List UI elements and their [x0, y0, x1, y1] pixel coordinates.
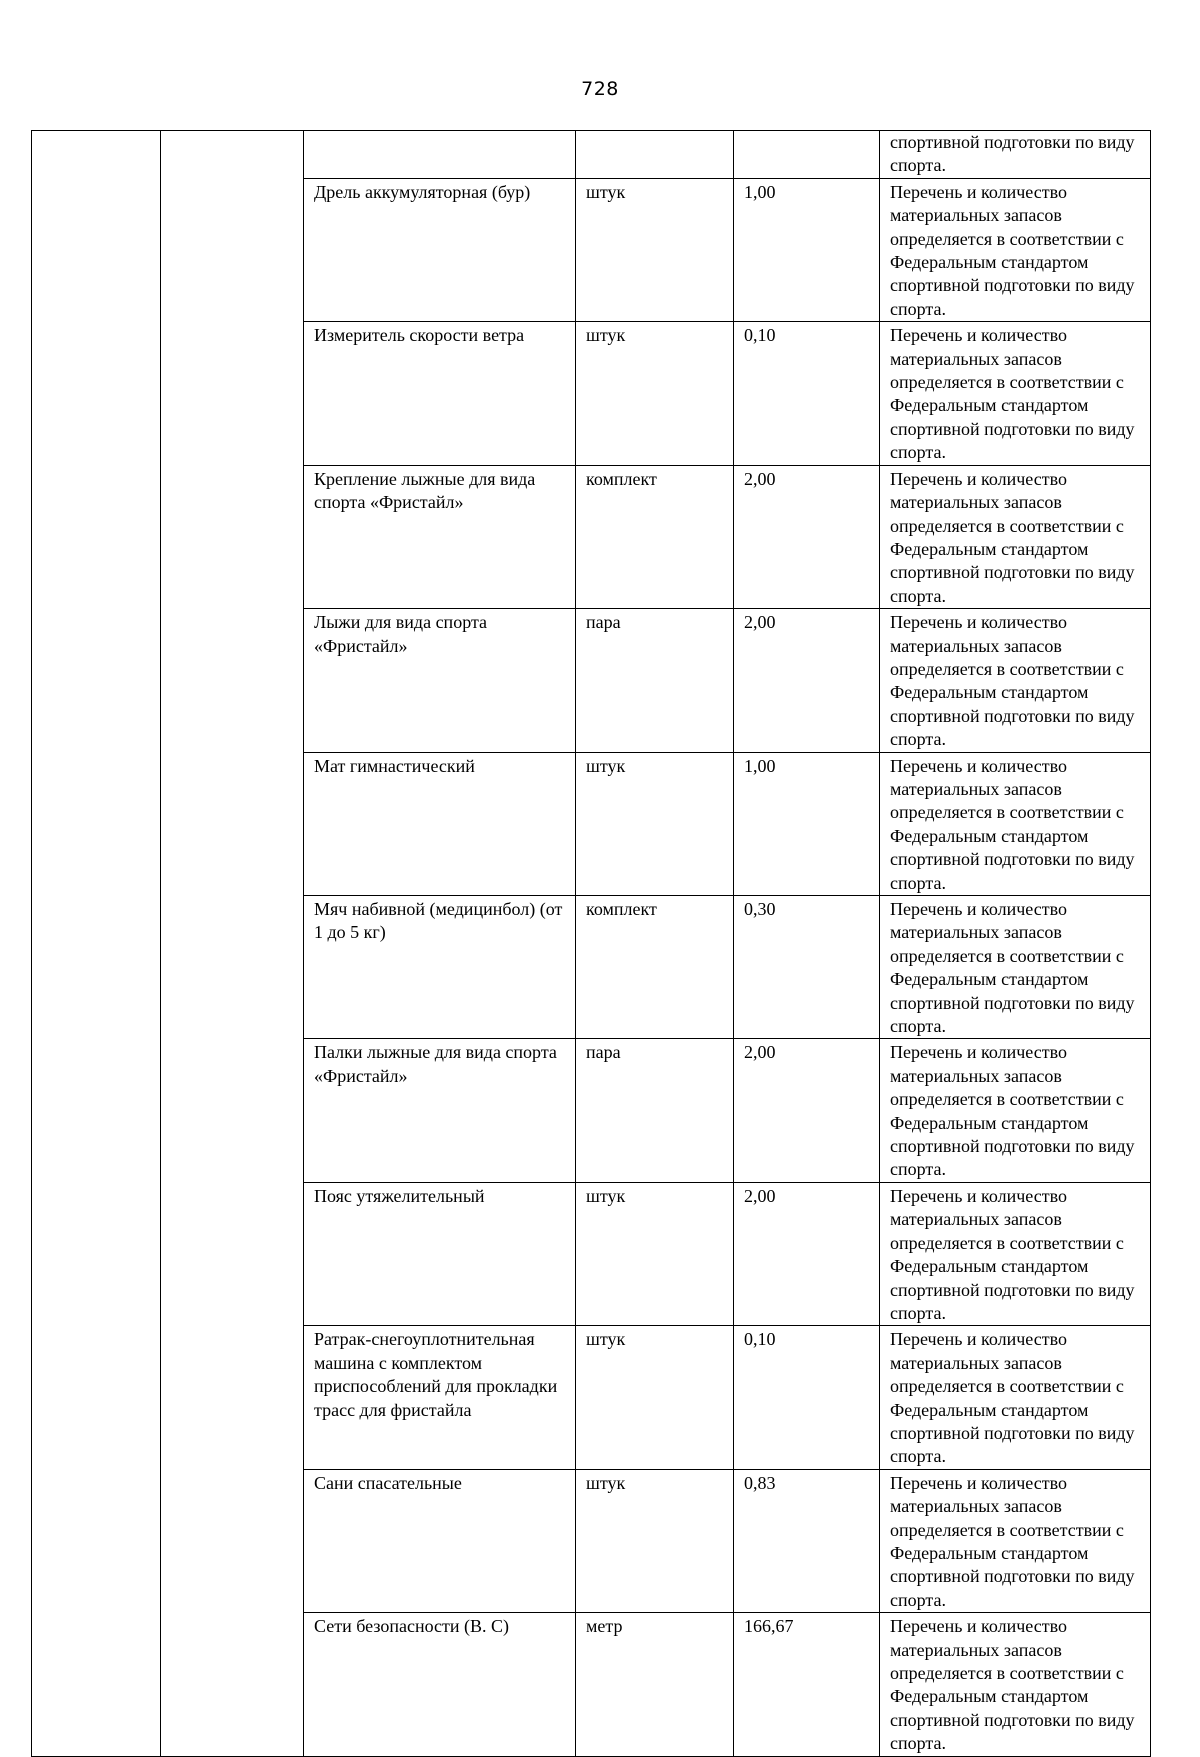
item-quantity-cell: 1,00 [734, 178, 880, 321]
item-name-cell: Ратрак-снегоуплотнительная машина с комплектом приспособлений для прокладки трасс для фристайла [304, 1326, 576, 1469]
item-note-cell: Перечень и количество материальных запасов определяется в соответствии с Федеральным стандартом спортивной подготовки по виду спорта. [880, 322, 1151, 465]
item-name-cell: Измеритель скорости ветра [304, 322, 576, 465]
item-name-cell [304, 131, 576, 179]
item-unit-cell: комплект [576, 896, 734, 1039]
item-quantity-cell: 2,00 [734, 465, 880, 608]
blank-column-1 [32, 131, 161, 1757]
item-quantity-cell [734, 131, 880, 179]
item-note-cell: Перечень и количество материальных запасов определяется в соответствии с Федеральным стандартом спортивной подготовки по виду спорта. [880, 178, 1151, 321]
item-unit-cell: метр [576, 1613, 734, 1756]
item-quantity-cell: 1,00 [734, 752, 880, 895]
item-quantity-cell: 166,67 [734, 1613, 880, 1756]
item-note-cell: Перечень и количество материальных запасов определяется в соответствии с Федеральным стандартом спортивной подготовки по виду спорта. [880, 1182, 1151, 1325]
item-quantity-cell: 0,10 [734, 1326, 880, 1469]
item-name-cell: Пояс утяжелительный [304, 1182, 576, 1325]
item-unit-cell: штук [576, 1326, 734, 1469]
item-unit-cell: штук [576, 322, 734, 465]
item-note-cell: Перечень и количество материальных запасов определяется в соответствии с Федеральным стандартом спортивной подготовки по виду спорта. [880, 1469, 1151, 1612]
item-quantity-cell: 2,00 [734, 1182, 880, 1325]
item-note-cell: Перечень и количество материальных запасов определяется в соответствии с Федеральным стандартом спортивной подготовки по виду спорта. [880, 609, 1151, 752]
table-body [32, 131, 1151, 1757]
item-unit-cell: комплект [576, 465, 734, 608]
item-note-cell: Перечень и количество материальных запасов определяется в соответствии с Федеральным стандартом спортивной подготовки по виду спорта. [880, 1613, 1151, 1756]
equipment-table [31, 130, 1151, 1757]
item-quantity-cell: 0,10 [734, 322, 880, 465]
item-note-cell: Перечень и количество материальных запасов определяется в соответствии с Федеральным стандартом спортивной подготовки по виду спорта. [880, 896, 1151, 1039]
item-note-cell: Перечень и количество материальных запасов определяется в соответствии с Федеральным стандартом спортивной подготовки по виду спорта. [880, 752, 1151, 895]
item-unit-cell [576, 131, 734, 179]
blank-column-2 [161, 131, 304, 1757]
item-note-cell: Перечень и количество материальных запасов определяется в соответствии с Федеральным стандартом спортивной подготовки по виду спорта. [880, 465, 1151, 608]
item-quantity-cell: 0,83 [734, 1469, 880, 1612]
table-row-continuation [32, 131, 1151, 179]
item-note-cell: Перечень и количество материальных запасов определяется в соответствии с Федеральным стандартом спортивной подготовки по виду спорта. [880, 1039, 1151, 1182]
item-unit-cell: штук [576, 1182, 734, 1325]
continuation-note: спортивной подготовки по виду спорта. [890, 132, 1135, 176]
item-unit-cell: пара [576, 1039, 734, 1182]
item-name-cell: Лыжи для вида спорта «Фристайл» [304, 609, 576, 752]
item-name-cell: Мат гимнастический [304, 752, 576, 895]
item-note-cell [880, 131, 1151, 179]
item-unit-cell: штук [576, 752, 734, 895]
item-quantity-cell: 0,30 [734, 896, 880, 1039]
item-name-cell: Дрель аккумуляторная (бур) [304, 178, 576, 321]
item-unit-cell: пара [576, 609, 734, 752]
item-name-cell: Сети безопасности (В. С) [304, 1613, 576, 1756]
item-unit-cell: штук [576, 178, 734, 321]
item-name-cell: Палки лыжные для вида спорта «Фристайл» [304, 1039, 576, 1182]
item-quantity-cell: 2,00 [734, 1039, 880, 1182]
item-unit-cell: штук [576, 1469, 734, 1612]
item-name-cell: Мяч набивной (медицинбол) (от 1 до 5 кг) [304, 896, 576, 1039]
item-name-cell: Сани спасательные [304, 1469, 576, 1612]
item-name-cell: Крепление лыжные для вида спорта «Фристайл» [304, 465, 576, 608]
item-note-cell: Перечень и количество материальных запасов определяется в соответствии с Федеральным стандартом спортивной подготовки по виду спорта. [880, 1326, 1151, 1469]
page-number: 728 [581, 78, 619, 100]
item-quantity-cell: 2,00 [734, 609, 880, 752]
